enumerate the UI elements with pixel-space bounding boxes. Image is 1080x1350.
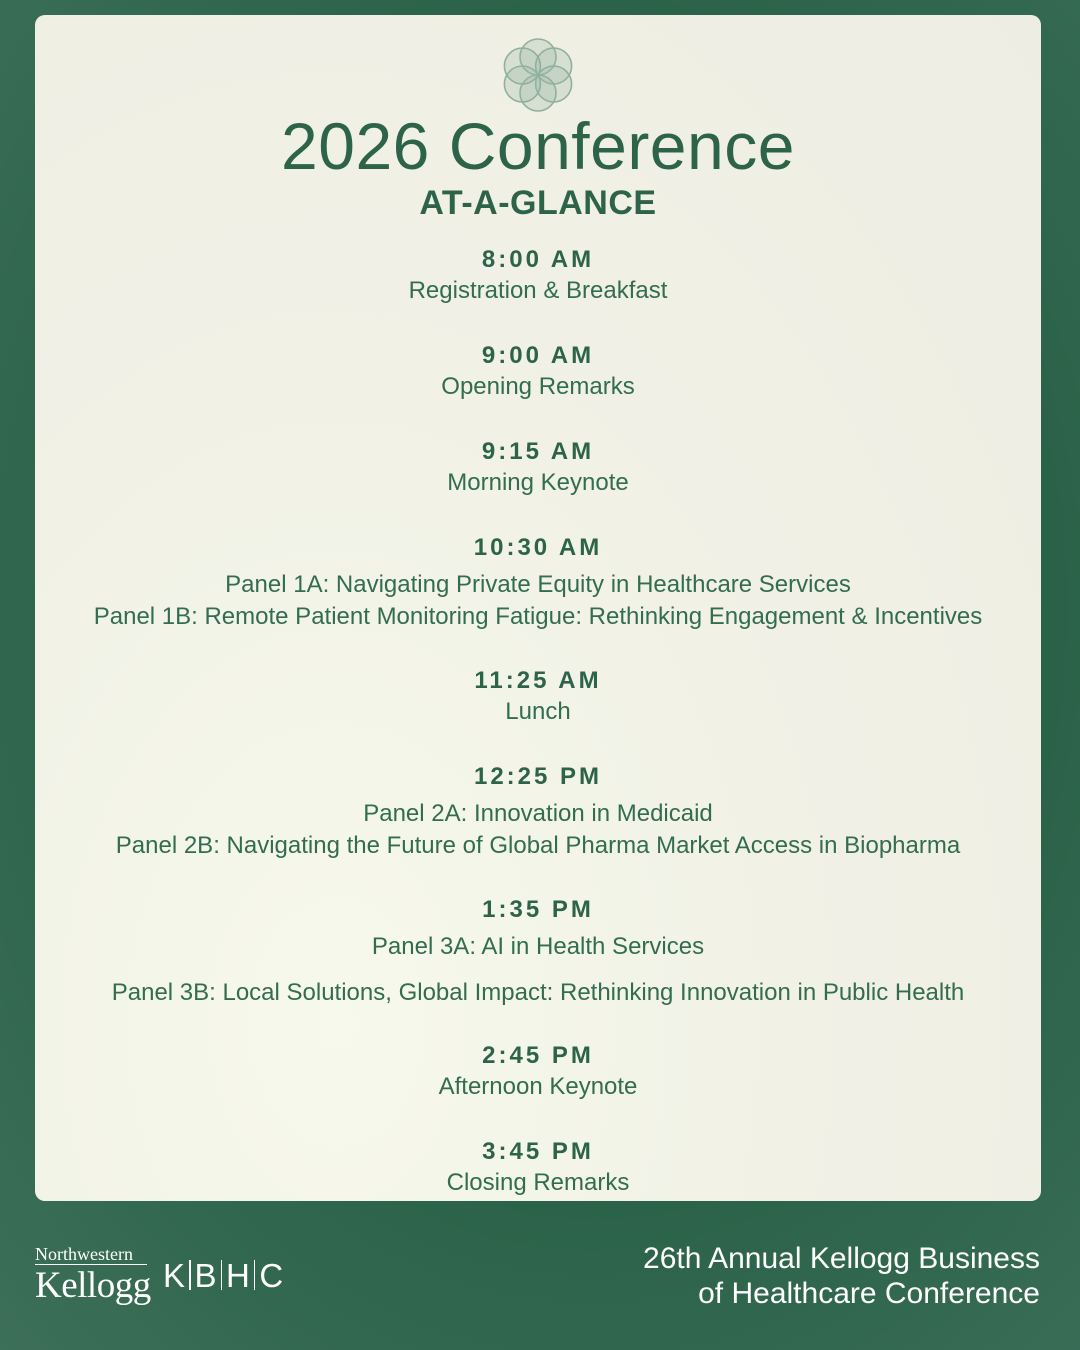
kbhc-letter: K — [163, 1257, 186, 1294]
slot-session: Closing Remarks — [446, 1169, 630, 1196]
slot-session: Morning Keynote — [447, 469, 629, 496]
slot-time: 1:35 PM — [482, 896, 594, 923]
slot-time: 12:25 PM — [473, 763, 603, 790]
slot-session: Afternoon Keynote — [438, 1073, 638, 1100]
kbhc-logo — [163, 1256, 283, 1296]
slot-session: Opening Remarks — [441, 373, 635, 400]
slot-time: 9:00 AM — [481, 342, 595, 369]
slot-session: Registration & Breakfast — [408, 277, 668, 304]
slot-session: Panel 3A: AI in Health Services — [371, 933, 705, 960]
conference-name-line2: of Healthcare Conference — [698, 1277, 1040, 1310]
slot-session: Panel 3B: Local Solutions, Global Impact: Rethinking Innovation in Public Health — [111, 979, 965, 1006]
kbhc-letter: B — [194, 1257, 217, 1294]
page-title: 2026 Conference — [281, 109, 795, 183]
kbhc-divider — [254, 1260, 256, 1290]
page-subtitle: AT-A-GLANCE — [419, 184, 657, 222]
schedule-slot-0900 — [35, 341, 1041, 403]
northwestern-wordmark: Northwestern — [35, 1244, 147, 1265]
slot-time: 8:00 AM — [481, 246, 595, 273]
agenda-card — [35, 15, 1041, 1201]
schedule-slot-0245 — [35, 1041, 1041, 1103]
schedule-slot-0800 — [35, 245, 1041, 307]
slot-time: 10:30 AM — [473, 534, 603, 561]
schedule-slot-0135 — [35, 895, 1041, 1009]
slot-time: 9:15 AM — [481, 438, 595, 465]
slot-session: Lunch — [505, 698, 571, 725]
slot-time: 11:25 AM — [474, 667, 602, 694]
schedule-slot-1030 — [35, 533, 1041, 633]
kbhc-letter: H — [226, 1257, 250, 1294]
kbhc-divider — [221, 1260, 223, 1290]
kbhc-letter: C — [259, 1257, 284, 1294]
schedule-slot-0915 — [35, 437, 1041, 499]
kellogg-wordmark: Kellogg — [35, 1265, 151, 1306]
kbhc-divider — [189, 1260, 191, 1290]
slot-session: Panel 2B: Navigating the Future of Global Pharma Market Access in Biopharma — [115, 832, 961, 859]
conference-name — [520, 1241, 1040, 1311]
slot-time: 3:45 PM — [482, 1138, 594, 1165]
slot-session: Panel 2A: Innovation in Medicaid — [363, 800, 713, 827]
slot-time: 2:45 PM — [482, 1042, 594, 1069]
slot-session: Panel 1A: Navigating Private Equity in Healthcare Services — [225, 571, 851, 598]
schedule-slot-1125 — [35, 666, 1041, 728]
slot-session: Panel 1B: Remote Patient Monitoring Fatigue: Rethinking Engagement & Incentives — [93, 603, 983, 630]
schedule-slot-0345 — [35, 1137, 1041, 1199]
schedule-slot-1225 — [35, 762, 1041, 862]
conference-name-line1: 26th Annual Kellogg Business — [643, 1242, 1040, 1275]
flower-of-life-icon — [497, 34, 579, 116]
